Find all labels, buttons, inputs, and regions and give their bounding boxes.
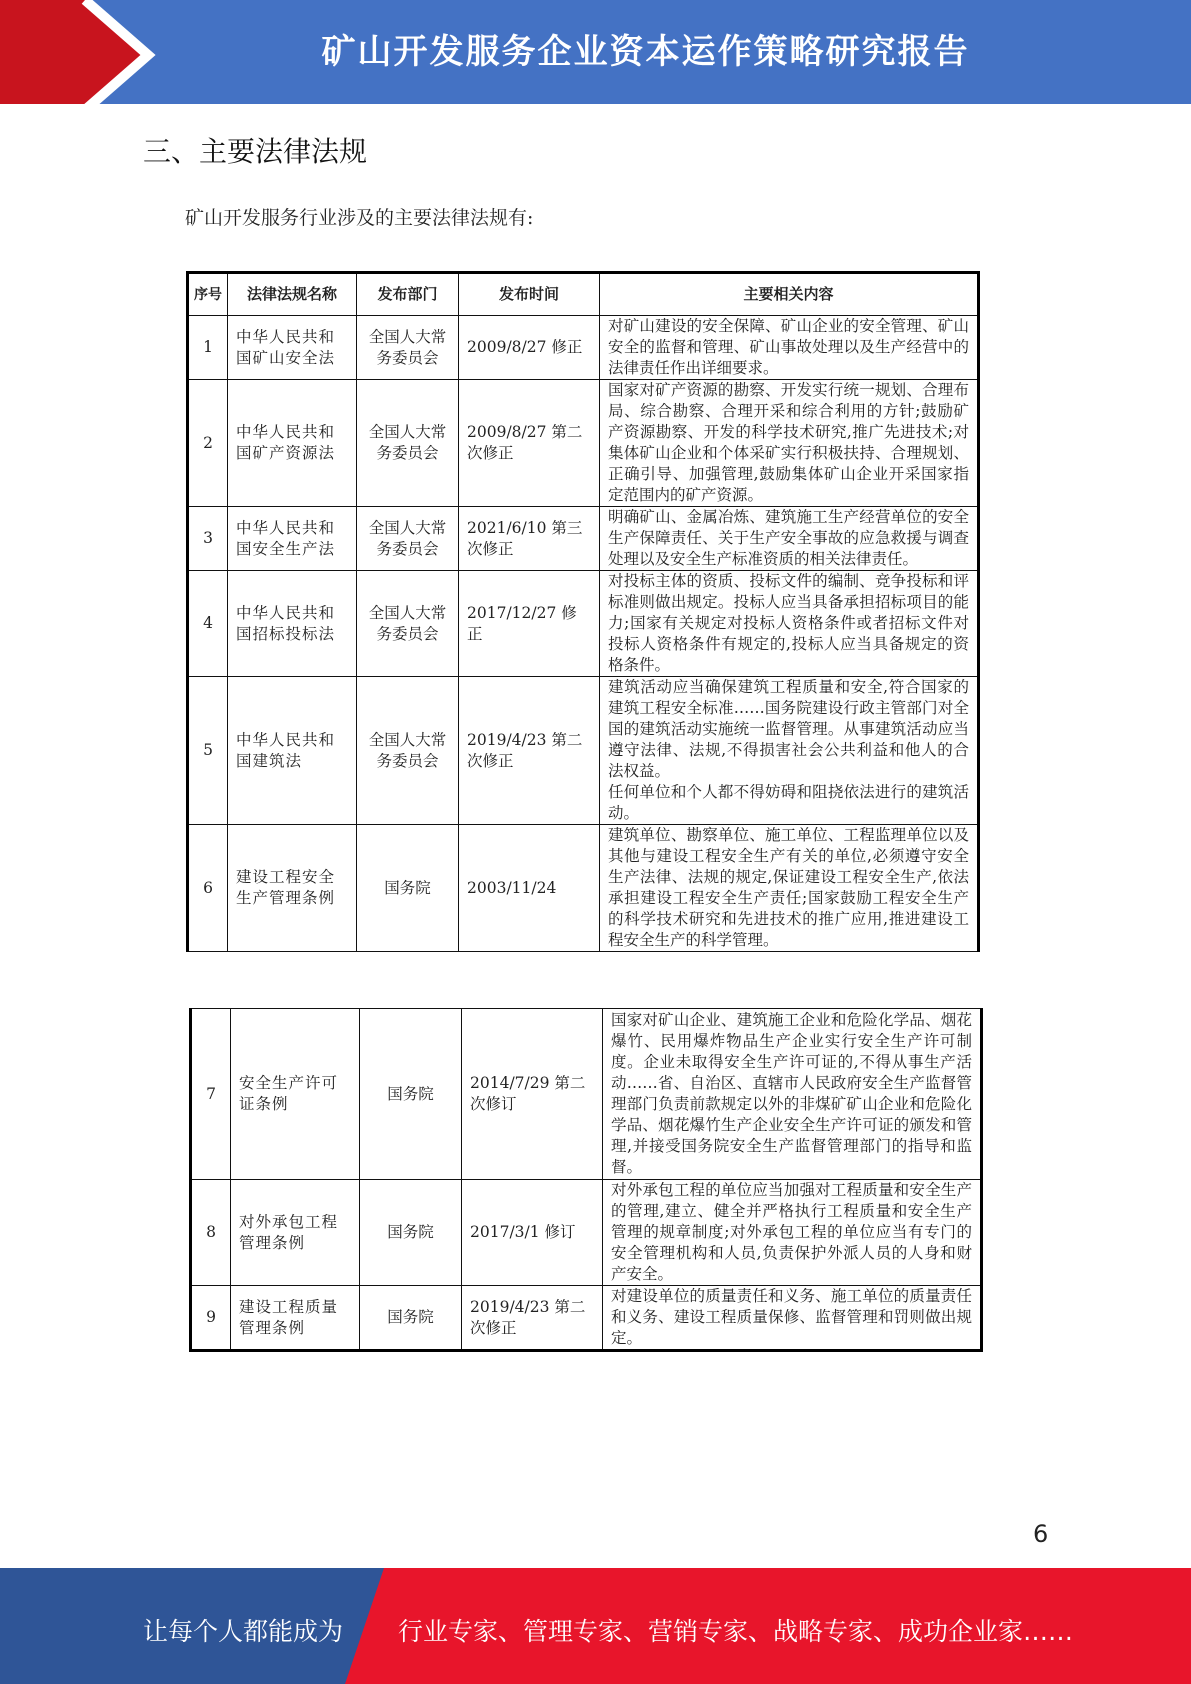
law-name: 中华人民共和国矿产资源法 (228, 380, 357, 507)
issuing-department: 国务院 (360, 1286, 462, 1351)
column-header: 主要相关内容 (600, 273, 979, 316)
row-number: 7 (191, 1009, 231, 1180)
column-header: 发布时间 (459, 273, 600, 316)
issuing-department: 全国人大常务委员会 (357, 677, 459, 825)
issuing-department: 全国人大常务委员会 (357, 507, 459, 571)
issue-date: 2019/4/23 第二次修正 (459, 677, 600, 825)
law-name: 建设工程安全生产管理条例 (228, 825, 357, 952)
issuing-department: 全国人大常务委员会 (357, 380, 459, 507)
law-content: 对投标主体的资质、投标文件的编制、竞争投标和评标准则做出规定。投标人应当具备承担招标项目的能力;国家有关规定对投标人资格条件或者招标文件对投标人资格条件有规定的,投标人应当具备规定的资格条件。 (600, 571, 979, 677)
law-content: 国家对矿山企业、建筑施工企业和危险化学品、烟花爆竹、民用爆炸物品生产企业实行安全生产许可制度。企业未取得安全生产许可证的,不得从事生产活动……省、自治区、直辖市人民政府安全生产监督管理部门负责前款规定以外的非煤矿矿山企业和危险化学品、烟花爆竹生产企业安全生产许可证的颁发和管理,并接受国务院安全生产监督管理部门的指导和监督。 (603, 1009, 982, 1180)
column-header: 序号 (188, 273, 228, 316)
law-content: 明确矿山、金属冶炼、建筑施工生产经营单位的安全生产保障责任、关于生产安全事故的应急救援与调查处理以及安全生产标准资质的相关法律责任。 (600, 507, 979, 571)
law-content-paragraph: 建筑活动应当确保建筑工程质量和安全,符合国家的建筑工程安全标准……国务院建设行政主管部门对全国的建筑活动实施统一监督管理。从事建筑活动应当遵守法律、法规,不得损害社会公共利益和他人的合法权益。 (608, 678, 969, 780)
row-number: 5 (188, 677, 228, 825)
intro-paragraph: 矿山开发服务行业涉及的主要法律法规有: (185, 207, 534, 229)
row-number: 3 (188, 507, 228, 571)
footer-slogan-right: 行业专家、管理专家、营销专家、战略专家、成功企业家…… (398, 1617, 1074, 1646)
law-name: 中华人民共和国矿山安全法 (228, 316, 357, 380)
row-number: 8 (191, 1180, 231, 1286)
law-content: 对建设单位的质量责任和义务、施工单位的质量责任和义务、建设工程质量保修、监督管理和罚则做出规定。 (603, 1286, 982, 1351)
law-content (600, 677, 979, 825)
table-row (191, 1009, 982, 1180)
row-number: 4 (188, 571, 228, 677)
row-number: 6 (188, 825, 228, 952)
issue-date: 2017/3/1 修订 (462, 1180, 603, 1286)
law-name: 中华人民共和国招标投标法 (228, 571, 357, 677)
laws-table-part-1 (186, 271, 980, 952)
table-row (188, 825, 979, 952)
issue-date: 2003/11/24 (459, 825, 600, 952)
table-row (188, 507, 979, 571)
column-header: 发布部门 (357, 273, 459, 316)
row-number: 1 (188, 316, 228, 380)
table-row (191, 1180, 982, 1286)
row-number: 9 (191, 1286, 231, 1351)
issue-date: 2014/7/29 第二次修订 (462, 1009, 603, 1180)
law-content: 对外承包工程的单位应当加强对工程质量和安全生产的管理,建立、健全并严格执行工程质量和安全生产管理的规章制度;对外承包工程的单位应当有专门的安全管理机构和人员,负责保护外派人员的人身和财产安全。 (603, 1180, 982, 1286)
law-content: 国家对矿产资源的勘察、开发实行统一规划、合理布局、综合勘察、合理开采和综合利用的方针;鼓励矿产资源勘察、开发的科学技术研究,推广先进技术;对集体矿山企业和个体采矿实行积极扶持、合理规划、正确引导、加强管理,鼓励集体矿山企业开采国家指定范围内的矿产资源。 (600, 380, 979, 507)
law-name: 对外承包工程管理条例 (231, 1180, 360, 1286)
issuing-department: 国务院 (360, 1009, 462, 1180)
issue-date: 2019/4/23 第二次修正 (462, 1286, 603, 1351)
column-header: 法律法规名称 (228, 273, 357, 316)
laws-table-part-2 (189, 1008, 983, 1352)
table-row (188, 571, 979, 677)
issuing-department: 国务院 (360, 1180, 462, 1286)
footer-slogan-left: 让每个人都能成为 (143, 1617, 344, 1646)
law-content-paragraph: 任何单位和个人都不得妨碍和阻挠依法进行的建筑活动。 (608, 783, 969, 822)
page-header-banner (0, 0, 1191, 110)
issue-date: 2009/8/27 修正 (459, 316, 600, 380)
table-row (188, 380, 979, 507)
section-heading: 三、主要法律法规 (143, 135, 368, 168)
issuing-department: 全国人大常务委员会 (357, 571, 459, 677)
table-row (188, 316, 979, 380)
law-name: 安全生产许可证条例 (231, 1009, 360, 1180)
issue-date: 2017/12/27 修正 (459, 571, 600, 677)
law-name: 建设工程质量管理条例 (231, 1286, 360, 1351)
issue-date: 2021/6/10 第三次修正 (459, 507, 600, 571)
issue-date: 2009/8/27 第二次修正 (459, 380, 600, 507)
report-title: 矿山开发服务企业资本运作策略研究报告 (321, 32, 970, 72)
row-number: 2 (188, 380, 228, 507)
table-row (188, 677, 979, 825)
table-header-row (188, 273, 979, 316)
page-footer-banner (0, 1568, 1191, 1684)
table-row (191, 1286, 982, 1351)
law-name: 中华人民共和国安全生产法 (228, 507, 357, 571)
issuing-department: 全国人大常务委员会 (357, 316, 459, 380)
law-content: 对矿山建设的安全保障、矿山企业的安全管理、矿山安全的监督和管理、矿山事故处理以及生产经营中的法律责任作出详细要求。 (600, 316, 979, 380)
law-content: 建筑单位、勘察单位、施工单位、工程监理单位以及其他与建设工程安全生产有关的单位,必须遵守安全生产法律、法规的规定,保证建设工程安全生产,依法承担建设工程安全生产责任;国家鼓励工程安全生产的科学技术研究和先进技术的推广应用,推进建设工程安全生产的科学管理。 (600, 825, 979, 952)
page-number: 6 (1033, 1520, 1049, 1548)
issuing-department: 国务院 (357, 825, 459, 952)
law-name: 中华人民共和国建筑法 (228, 677, 357, 825)
